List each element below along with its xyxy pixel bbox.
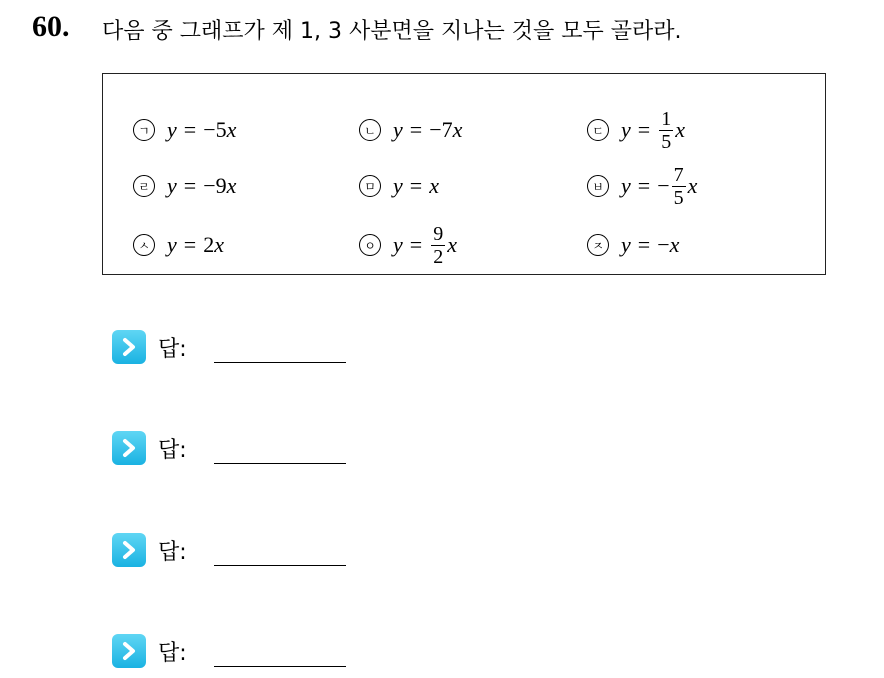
eq-var: x <box>675 117 685 142</box>
eq-var: x <box>687 173 698 198</box>
answer-label: 답: <box>158 640 187 666</box>
eq-coef: −7 <box>429 117 453 142</box>
eq-rel: = <box>409 117 423 142</box>
answer-label: 답: <box>158 437 187 463</box>
eq-var: x <box>429 173 439 198</box>
chevron-right-icon <box>112 533 146 567</box>
choice-marker: ㄱ <box>133 119 155 141</box>
eq-lhs: y <box>621 232 631 257</box>
eq-rel: = <box>183 173 197 198</box>
eq-rel: = <box>183 232 197 257</box>
choice-9 <box>587 225 679 265</box>
eq-coef: −9 <box>203 173 227 198</box>
choice-marker: ㅅ <box>133 234 155 256</box>
eq-rel: = <box>183 117 197 142</box>
eq-var: x <box>447 232 457 257</box>
choice-8 <box>359 222 457 268</box>
choice-1 <box>133 110 236 150</box>
choices-box <box>102 73 826 275</box>
choice-marker: ㅂ <box>587 175 609 197</box>
fraction-numerator: 9 <box>433 222 444 245</box>
choice-marker: ㄴ <box>359 119 381 141</box>
eq-rel: = <box>637 117 651 142</box>
chevron-right-icon <box>112 431 146 465</box>
choice-5 <box>359 166 439 206</box>
choice-marker: ㅇ <box>359 234 381 256</box>
fraction-denominator: 2 <box>433 245 444 268</box>
eq-var: x <box>226 173 237 198</box>
choice-2 <box>359 110 462 150</box>
eq-var: x <box>214 232 224 257</box>
choice-3 <box>587 107 685 153</box>
eq-lhs: y <box>167 173 177 198</box>
answer-blank[interactable] <box>214 463 346 464</box>
fraction-numerator: 7 <box>673 163 684 186</box>
eq-rel: = <box>409 173 423 198</box>
question-number: 60. <box>32 10 70 43</box>
eq-rel: = <box>409 232 423 257</box>
eq-var: x <box>452 117 463 142</box>
answer-blank[interactable] <box>214 666 346 667</box>
choice-marker: ㅈ <box>587 234 609 256</box>
chevron-right-icon <box>112 330 146 364</box>
choice-6 <box>587 163 698 209</box>
fraction-denominator: 5 <box>673 186 684 209</box>
answer-label: 답: <box>158 336 187 362</box>
eq-lhs: y <box>393 173 403 198</box>
answer-label: 답: <box>158 539 187 565</box>
eq-var: x <box>669 232 680 257</box>
answer-row-3 <box>112 530 187 570</box>
eq-lhs: y <box>393 117 403 142</box>
eq-rel: = <box>637 173 651 198</box>
choice-7 <box>133 225 224 265</box>
answer-blank[interactable] <box>214 362 346 363</box>
answer-row-1 <box>112 327 187 367</box>
fraction <box>431 224 445 267</box>
fraction <box>672 165 686 208</box>
answer-row-2 <box>112 428 187 468</box>
answer-row-4 <box>112 631 187 671</box>
chevron-right-icon <box>112 634 146 668</box>
fraction-numerator: 1 <box>661 107 672 130</box>
fraction <box>659 109 673 152</box>
eq-lhs: y <box>167 232 177 257</box>
eq-lhs: y <box>167 117 177 142</box>
answer-blank[interactable] <box>214 565 346 566</box>
eq-rel: = <box>637 232 651 257</box>
fraction-denominator: 5 <box>661 130 672 153</box>
choice-marker: ㄹ <box>133 175 155 197</box>
eq-coef: − <box>657 232 670 257</box>
eq-lhs: y <box>621 117 631 142</box>
eq-coef: −5 <box>203 117 227 142</box>
choice-marker: ㅁ <box>359 175 381 197</box>
eq-var: x <box>226 117 237 142</box>
eq-lhs: y <box>621 173 631 198</box>
question-text: 다음 중 그래프가 제 1, 3 사분면을 지나는 것을 모두 골라라. <box>102 19 682 44</box>
choice-marker: ㄷ <box>587 119 609 141</box>
eq-lhs: y <box>393 232 403 257</box>
eq-coef: 2 <box>203 232 215 257</box>
choice-4 <box>133 166 236 206</box>
eq-sign: − <box>657 173 670 198</box>
